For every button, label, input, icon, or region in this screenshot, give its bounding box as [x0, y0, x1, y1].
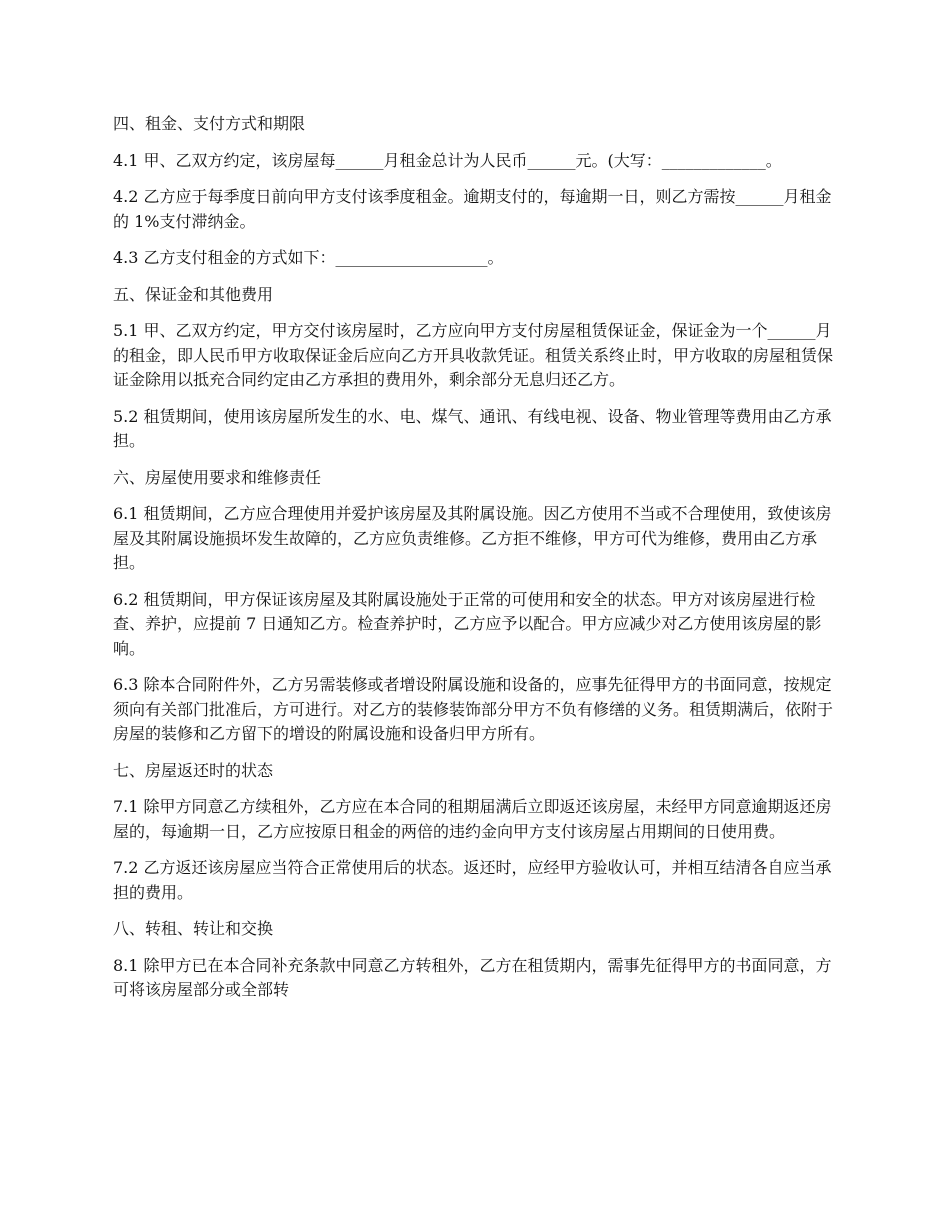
- section-heading-rent: 四、租金、支付方式和期限: [113, 114, 306, 133]
- clause-6-3: 6.3 除本合同附件外，乙方另需装修或者增设附属设施和设备的，应事先征得甲方的书面同意，按规定须向有关部门批准后，方可进行。对乙方的装修装饰部分甲方不负有修缮的义务。租赁期满后，依附于房屋的装修和乙方留下的增设的附属设施和设备归甲方所有。: [113, 675, 834, 743]
- section-heading-sublease: 八、转租、转让和交换: [113, 919, 274, 938]
- section-heading-deposit: 五、保证金和其他费用: [113, 284, 274, 304]
- clause-4-3: 4.3 乙方支付租金的方式如下：___________________。: [113, 248, 504, 267]
- document-body: [113, 112, 840, 1015]
- clause-7-1: 7.1 除甲方同意乙方续租外，乙方应在本合同的租期届满后立即返还该房屋，未经甲方同意逾期返还房屋的，每逾期一日，乙方应按原日租金的两倍的违约金向甲方支付该房屋占用期间的日使用费。: [113, 797, 832, 841]
- clause-5-1: 5.1 甲、乙双方约定，甲方交付该房屋时，乙方应向甲方支付房屋租赁保证金，保证金为一个______月的租金，即人民币甲方收取保证金后应向乙方开具收款凭证。租赁关系终止时，甲方收取的房屋租赁保证金除用以抵充合同约定由乙方承担的费用外，剩余部分无息归还乙方。: [113, 321, 834, 389]
- clause-4-2: 4.2 乙方应于每季度日前向甲方支付该季度租金。逾期支付的，每逾期一日，则乙方需按______月租金的 1%支付滞纳金。: [113, 187, 832, 231]
- section-heading-return: 七、房屋返还时的状态: [113, 760, 274, 780]
- clause-4-1: 4.1 甲、乙双方约定，该房屋每______月租金总计为人民币______元。(大写：_____________。: [113, 150, 782, 170]
- clause-5-2: 5.2 租赁期间，使用该房屋所发生的水、电、煤气、通讯、有线电视、设备、物业管理等费用由乙方承担。: [113, 406, 832, 450]
- clause-6-1: 6.1 租赁期间，乙方应合理使用并爱护该房屋及其附属设施。因乙方使用不当或不合理使用，致使该房屋及其附属设施损坏发生故障的，乙方应负责维修。乙方拒不维修，甲方可代为维修，费用由乙方承担。: [113, 504, 832, 572]
- clause-7-2: 7.2 乙方返还该房屋应当符合正常使用后的状态。返还时，应经甲方验收认可，并相互结清各自应当承担的费用。: [113, 858, 832, 902]
- section-heading-usage: 六、房屋使用要求和维修责任: [113, 467, 322, 487]
- clause-8-1: 8.1 除甲方已在本合同补充条款中同意乙方转租外，乙方在租赁期内，需事先征得甲方的书面同意，方可将该房屋部分或全部转: [113, 955, 832, 999]
- clause-6-2: 6.2 租赁期间，甲方保证该房屋及其附属设施处于正常的可使用和安全的状态。甲方对该房屋进行检查、养护，应提前 7 日通知乙方。检查养护时，乙方应予以配合。甲方应减少对乙方使用该房屋的影响。: [113, 589, 822, 658]
